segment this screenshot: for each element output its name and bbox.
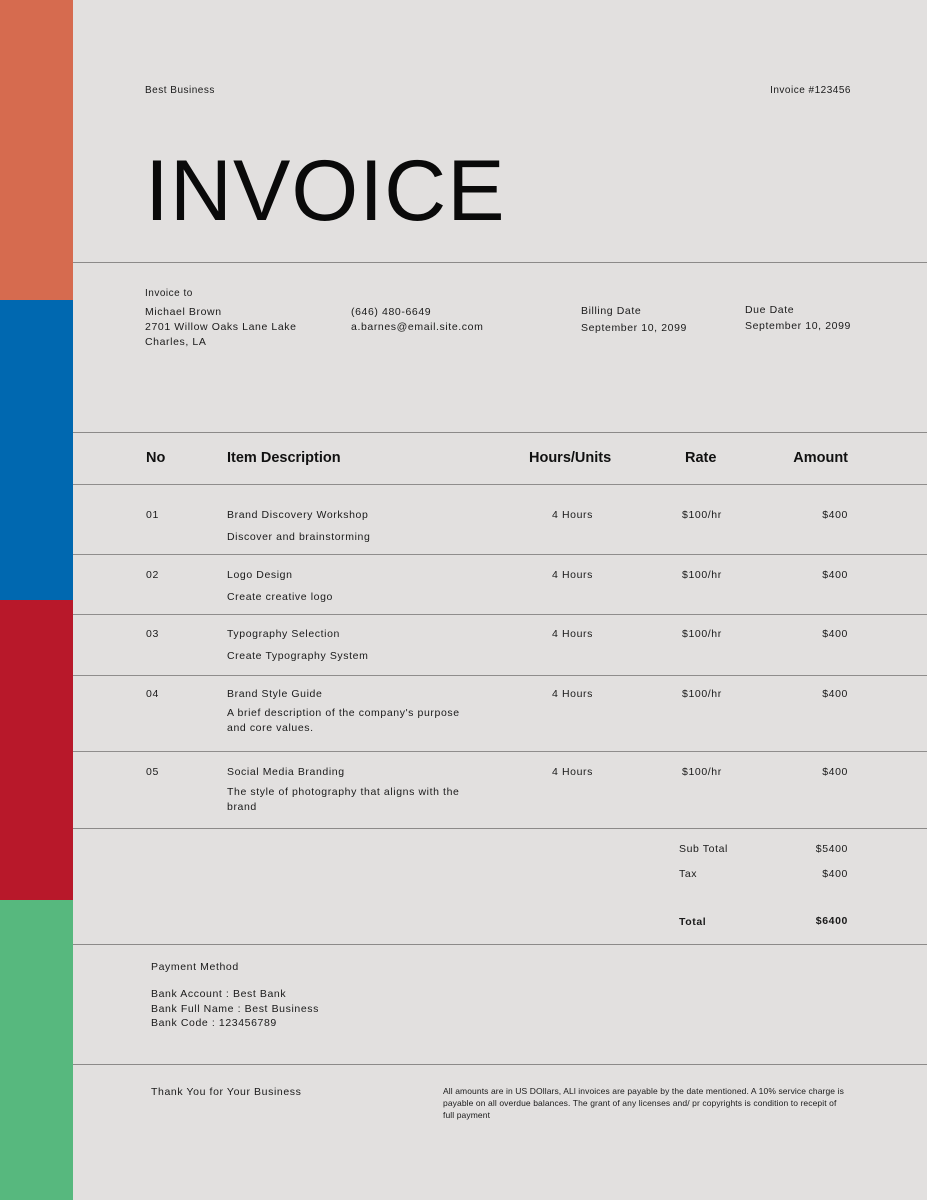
client-name: Michael Brown: [145, 306, 222, 318]
stripe-orange: [0, 0, 73, 300]
col-header-amount: Amount: [793, 450, 848, 466]
billing-date: September 10, 2099: [581, 322, 687, 334]
row-amount: $400: [822, 569, 848, 581]
bank-code: Bank Code : 123456789: [151, 1017, 277, 1029]
due-date-label: Due Date: [745, 304, 795, 316]
row-hours: 4 Hours: [552, 628, 593, 640]
client-email: a.barnes@email.site.com: [351, 321, 484, 333]
row-description: Create creative logo: [227, 591, 333, 603]
row-item: Typography Selection: [227, 628, 340, 640]
stripe-blue: [0, 300, 73, 600]
row-description: A brief description of the company's purpose: [227, 707, 460, 719]
due-date: September 10, 2099: [745, 320, 851, 332]
row-no: 04: [146, 688, 159, 700]
divider: [73, 554, 927, 555]
row-rate: $100/hr: [682, 688, 722, 700]
row-item: Social Media Branding: [227, 766, 345, 778]
row-amount: $400: [822, 509, 848, 521]
row-amount: $400: [822, 688, 848, 700]
divider: [73, 1064, 927, 1065]
row-amount: $400: [822, 766, 848, 778]
row-rate: $100/hr: [682, 628, 722, 640]
stripe-red: [0, 600, 73, 900]
invoice-to-label: Invoice to: [145, 288, 193, 299]
row-item: Brand Discovery Workshop: [227, 509, 369, 521]
invoice-number: Invoice #123456: [770, 85, 851, 96]
client-address-line2: Charles, LA: [145, 336, 207, 348]
divider: [73, 828, 927, 829]
row-no: 03: [146, 628, 159, 640]
terms-line1: All amounts are in US DOllars, ALl invoices are payable by the date mentioned. A 10% service charge is: [443, 1086, 844, 1096]
subtotal-label: Sub Total: [679, 843, 728, 855]
divider: [73, 751, 927, 752]
divider: [73, 262, 927, 263]
row-rate: $100/hr: [682, 569, 722, 581]
row-item: Brand Style Guide: [227, 688, 323, 700]
client-phone: (646) 480-6649: [351, 306, 432, 318]
col-header-no: No: [146, 450, 166, 466]
row-description-cont: brand: [227, 801, 257, 813]
divider: [73, 614, 927, 615]
divider: [73, 675, 927, 676]
row-description-cont: and core values.: [227, 722, 314, 734]
row-rate: $100/hr: [682, 766, 722, 778]
col-header-rate: Rate: [685, 450, 717, 466]
divider: [73, 432, 927, 433]
total-label: Total: [679, 916, 707, 928]
row-no: 02: [146, 569, 159, 581]
row-hours: 4 Hours: [552, 569, 593, 581]
total-value: $6400: [815, 915, 848, 927]
row-rate: $100/hr: [682, 509, 722, 521]
payment-heading: Payment Method: [151, 961, 239, 973]
bank-account: Bank Account : Best Bank: [151, 988, 287, 1000]
row-description: Create Typography System: [227, 650, 369, 662]
row-item: Logo Design: [227, 569, 293, 581]
col-header-description: Item Description: [227, 450, 341, 466]
row-description: Discover and brainstorming: [227, 531, 371, 543]
divider: [73, 944, 927, 945]
client-address-line1: 2701 Willow Oaks Lane Lake: [145, 321, 297, 333]
business-name: Best Business: [145, 85, 215, 96]
col-header-hours: Hours/Units: [529, 450, 612, 466]
subtotal-value: $5400: [815, 843, 848, 855]
bank-full-name: Bank Full Name : Best Business: [151, 1003, 319, 1015]
page-title: INVOICE: [145, 143, 506, 239]
row-hours: 4 Hours: [552, 688, 593, 700]
billing-date-label: Billing Date: [581, 305, 642, 317]
row-no: 01: [146, 509, 159, 521]
thank-you-note: Thank You for Your Business: [151, 1086, 302, 1098]
row-hours: 4 Hours: [552, 766, 593, 778]
terms-line3: full payment: [443, 1110, 491, 1120]
divider: [73, 484, 927, 485]
row-no: 05: [146, 766, 159, 778]
row-description: The style of photography that aligns with the: [227, 786, 460, 798]
terms-line2: payable on all overdue balances. The grant of any licenses and/ pr copyrights is condition to recepit of: [443, 1098, 837, 1108]
row-amount: $400: [822, 628, 848, 640]
stripe-green: [0, 900, 73, 1200]
tax-value: $400: [822, 868, 848, 880]
tax-label: Tax: [679, 868, 698, 880]
row-hours: 4 Hours: [552, 509, 593, 521]
